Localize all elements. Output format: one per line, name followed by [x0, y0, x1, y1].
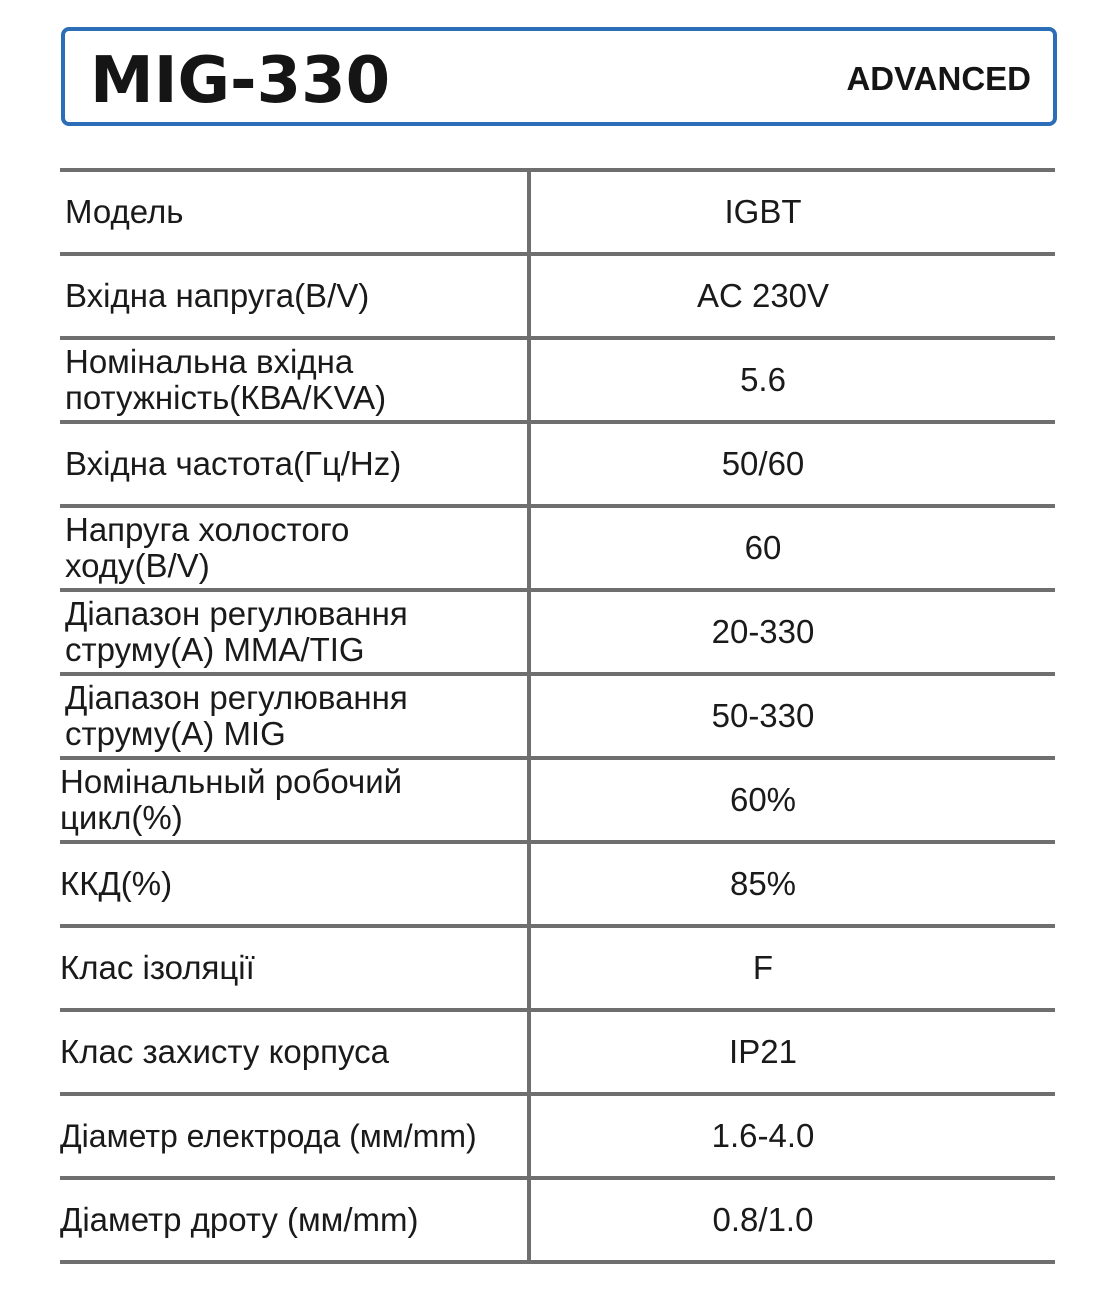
table-row: [60, 252, 1055, 336]
spec-value: 85%: [729, 865, 797, 902]
spec-label: Напруга холостого ходу(В/V): [60, 508, 531, 588]
spec-value: 1.6-4.0: [711, 1117, 815, 1154]
table-row: [60, 924, 1055, 1008]
spec-label: Вхідна напруга(В/V): [60, 256, 531, 336]
spec-value: IGBT: [724, 193, 802, 230]
spec-label: Діаметр дроту (мм/mm): [60, 1180, 531, 1260]
spec-label: ККД(%): [60, 844, 531, 924]
spec-label: Номінальна вхідна потужність(КВА/KVA): [60, 340, 531, 420]
table-row: [60, 588, 1055, 672]
spec-label: Модель: [60, 172, 531, 252]
table-row: [60, 756, 1055, 840]
spec-label: Діаметр електрода (мм/mm): [60, 1096, 531, 1176]
model-header-box: [61, 27, 1057, 126]
spec-label: Клас ізоляції: [60, 928, 531, 1008]
spec-value: 50-330: [711, 697, 815, 734]
table-row: [60, 420, 1055, 504]
table-row: [60, 1008, 1055, 1092]
table-row: [60, 1176, 1055, 1264]
table-row: [60, 672, 1055, 756]
spec-value: IP21: [729, 1033, 797, 1070]
spec-value: AC 230V: [696, 277, 830, 314]
spec-value: 5.6: [740, 361, 786, 398]
spec-label: Клас захисту корпуса: [60, 1012, 531, 1092]
spec-value: 60%: [729, 781, 797, 818]
model-title: MIG-330: [90, 44, 391, 118]
spec-label: Діапазон регулювання струму(А) MMA/TIG: [60, 592, 531, 672]
series-label: ADVANCED: [846, 60, 1031, 97]
spec-value: F: [752, 949, 774, 986]
spec-value: 60: [744, 529, 782, 566]
spec-value: 20-330: [711, 613, 815, 650]
spec-value: 50/60: [721, 445, 805, 482]
table-row: [60, 336, 1055, 420]
spec-label: Номінальный робочий цикл(%): [60, 760, 531, 840]
table-row: [60, 504, 1055, 588]
table-row: [60, 168, 1055, 252]
table-row: [60, 840, 1055, 924]
spec-table: [60, 168, 1055, 1264]
table-row: [60, 1092, 1055, 1176]
spec-label: Діапазон регулювання струму(А) MIG: [60, 676, 531, 756]
spec-value: 0.8/1.0: [712, 1201, 814, 1238]
spec-label: Вхідна частота(Гц/Hz): [60, 424, 531, 504]
